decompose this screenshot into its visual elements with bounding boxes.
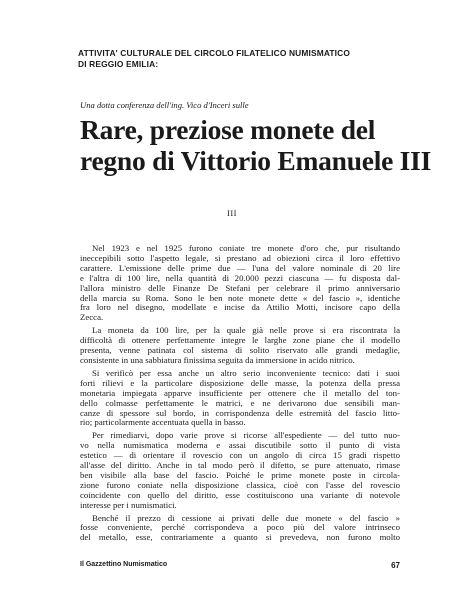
text-line: coincidente con quello del diritto, esse costituiscono una variante di notevole: [80, 489, 400, 500]
paragraph: [80, 514, 400, 544]
text-line: consistente in una sabbiatura finissima seguita da immersione in acido nitrico.: [80, 354, 355, 365]
text-line: Si verificò per essa anche un altro serio inconveniente tecnico: dati i suoi: [92, 367, 400, 378]
paragraph: [80, 431, 400, 510]
paragraph: [80, 244, 400, 323]
text-line: ineccepibili sotto l'aspetto legale, si prestano ad obiezioni circa il loro effettivo: [80, 252, 400, 263]
text-line: vo nella numismatica moderna e assai discutibile sotto il punto di vista: [80, 440, 400, 451]
text-line: Per rimediarvi, dopo varie prove si ricorse all'espediente — del tutto nuo-: [92, 430, 400, 441]
text-line: La moneta da 100 lire, per la quale già nelle prove si era riscontrata la: [92, 325, 400, 336]
text-line: rio; particolarmente accentuata quella in basso.: [80, 417, 246, 428]
text-line: carattere. L'emissione delle prime due — l'una del valore nominale di 20 lire: [80, 262, 400, 273]
text-line: del metallo, esse, contrariamente a quanto si prevedeva, non furono molto: [80, 532, 400, 543]
header-line-2: DI REGGIO EMILIA:: [78, 59, 159, 69]
text-line: monetaria impiegata apparve insufficiente per ottenere che il metallo del ton-: [80, 387, 400, 398]
text-line: canze di spessore sul bordo, in corrispondenza delle estremità del fascio litto-: [80, 407, 400, 418]
article-body: [80, 244, 400, 546]
text-line: Zecca.: [80, 312, 104, 323]
text-line: e l'altra di 100 lire, nella quantità di 20.000 pezzi ciascuna — fu disposta dal-: [80, 272, 400, 283]
text-line: fra loro nel disegno, modellate e incise da Attilio Motti, incisore capo della: [80, 302, 400, 313]
text-line: all'asse del diritto. Anche in tal modo però il difetto, se pure attenuato, rimase: [80, 460, 400, 471]
text-line: l'allora ministro delle Finanze De Stefani per celebrare il primo anniversario: [80, 282, 400, 293]
text-line: dello colmasse perfettamente le matrici, e ne derivarono due sensibili man-: [80, 397, 400, 408]
article-title: [80, 114, 432, 176]
text-line: Benché il prezzo di cessione ai privati delle due monete « del fascio »: [92, 512, 400, 523]
text-line: ben visibile alla base del fascio. Poiché le prime monete poste in circola-: [80, 469, 400, 480]
text-line: Nel 1923 e nel 1925 furono coniate tre monete d'oro che, pur risultando: [92, 243, 400, 253]
text-line: presenta, venne patinata col sistema di solito riservato alle grandi medaglie,: [80, 345, 400, 356]
publication-name: Il Gazzettino Numismatico: [80, 561, 168, 568]
text-line: forti rilievi e la particolare disposizione delle masse, la potenza della pressa: [80, 377, 400, 388]
article-header: [78, 48, 418, 70]
paragraph: [80, 369, 400, 428]
title-line-2: regno di Vittorio Emanuele III: [80, 145, 432, 176]
article-intro: Una dotta conferenza dell'ing. Vico d'Inceri sulle: [80, 100, 249, 110]
text-line: fosse conveniente, perché corrispondeva a poco più del valore intrinseco: [80, 522, 400, 533]
section-number: III: [227, 208, 237, 218]
paragraph: [80, 326, 400, 366]
text-line: zione furono coniate nella disposizione classica, cioè con l'asse del rovescio: [80, 479, 400, 490]
page-footer: [80, 561, 400, 573]
text-line: della marcia su Roma. Sono le ben note monete dette « del fascio », identiche: [80, 292, 400, 303]
title-line-1: Rare, preziose monete del: [80, 114, 376, 145]
header-line-1: ATTIVITA' CULTURALE DEL CIRCOLO FILATELICO NUMISMATICO: [78, 48, 351, 58]
text-line: estetico — di orientare il rovescio con un angolo di circa 15 gradi rispetto: [80, 450, 400, 461]
text-line: difficoltà di ottenere perfettamente integre le larghe zone piane che il modello: [80, 335, 400, 346]
page-number: 67: [391, 561, 400, 570]
text-line: interesse per i numismatici.: [80, 499, 177, 510]
